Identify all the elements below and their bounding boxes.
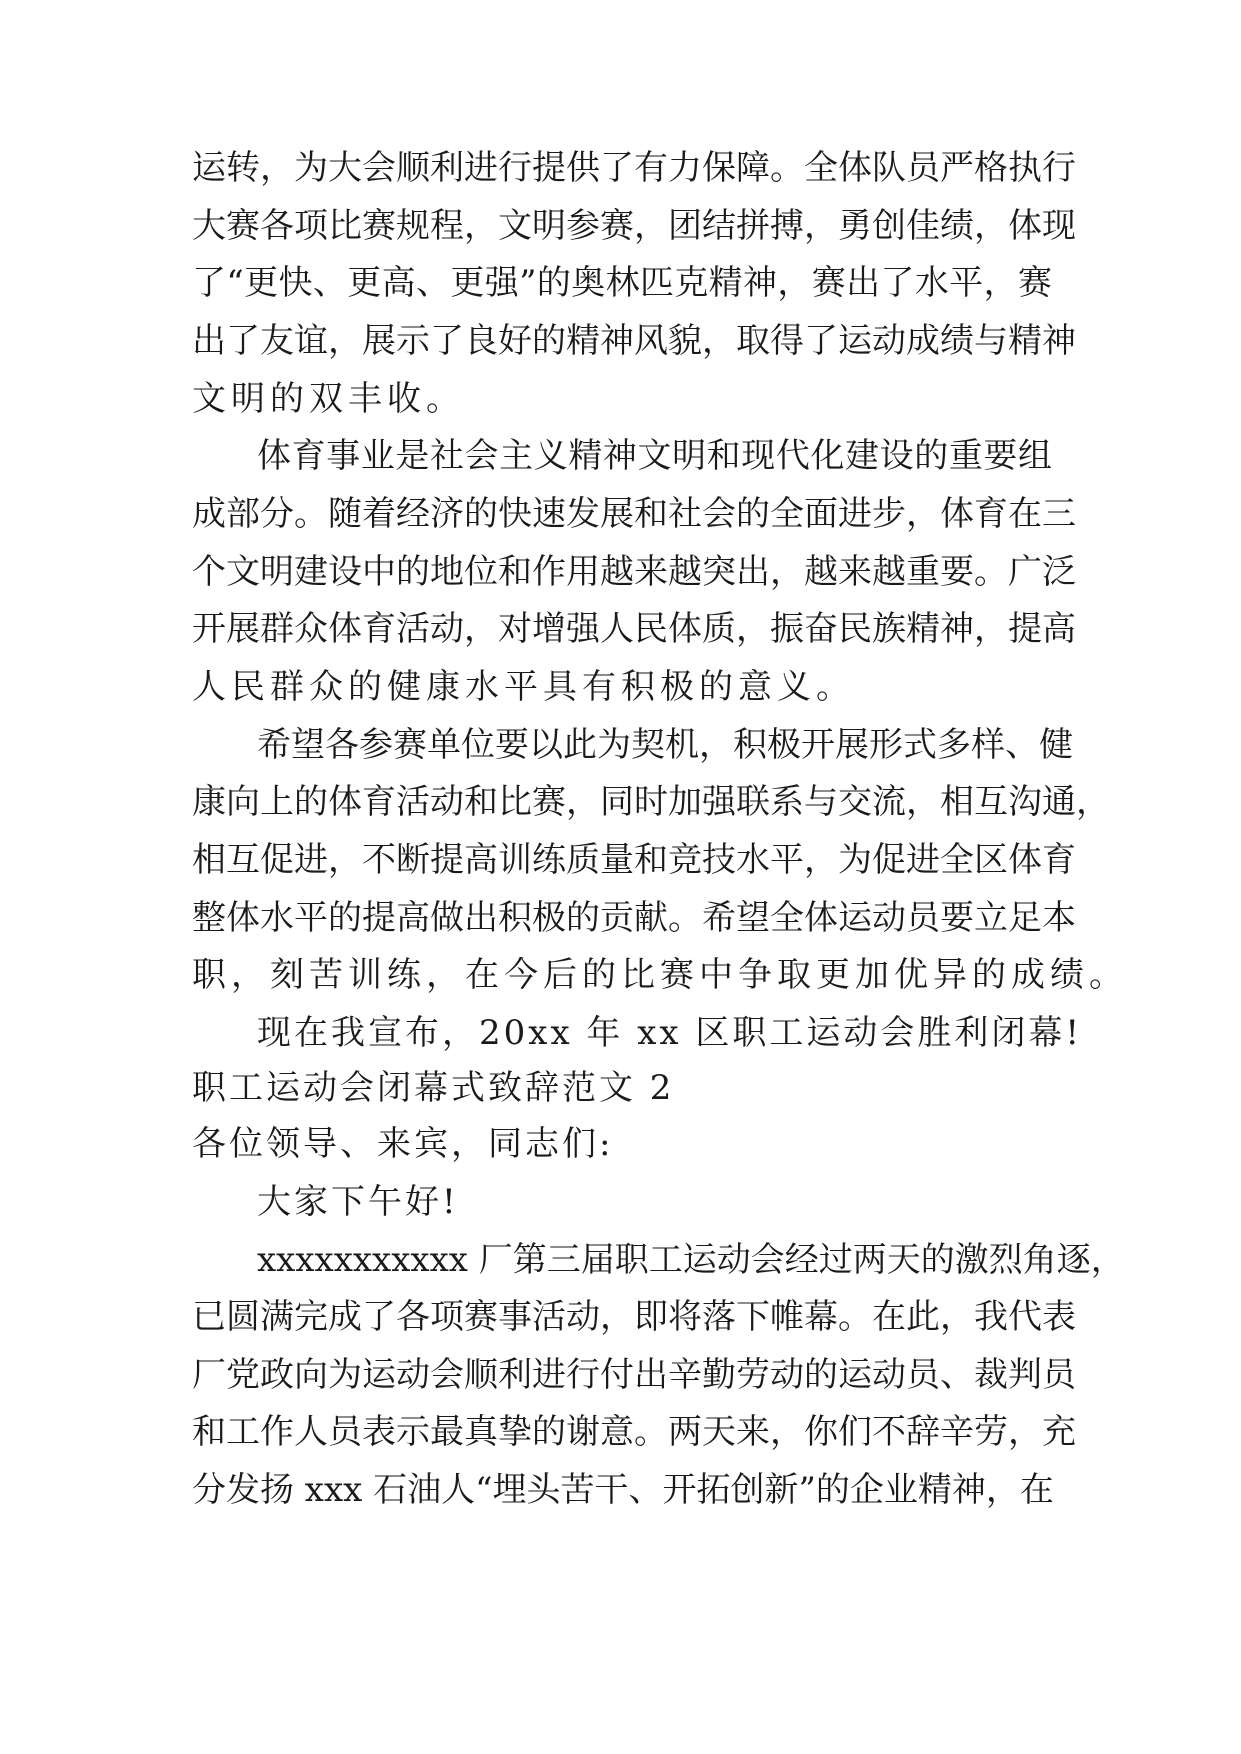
body-text-line: 了“更快、更高、更强”的奥林匹克精神，赛出了水平，赛 <box>192 263 1052 303</box>
body-text-line: 职，刻苦训练，在今后的比赛中争取更加优异的成绩。 <box>192 955 1128 995</box>
salutation: 各位领导、来宾，同志们: <box>192 1124 614 1164</box>
body-text-line: 康向上的体育活动和比赛，同时加强联系与交流，相互沟通， <box>192 782 1110 822</box>
body-text-line: 开展群众体育活动，对增强人民体质，振奋民族精神，提高 <box>192 609 1076 649</box>
body-text-line: 文明的双丰收。 <box>192 379 465 419</box>
body-text-line: 分发扬 xxx 石油人“埋头苦干、开拓创新”的企业精神，在 <box>192 1470 1054 1510</box>
paragraph-first-line: xxxxxxxxxxx 厂第三届职工运动会经过两天的激烈角逐， <box>257 1240 1125 1280</box>
body-text-line: 运转，为大会顺利进行提供了有力保障。全体队员严格执行 <box>192 148 1076 188</box>
body-text-line: 已圆满完成了各项赛事活动，即将落下帷幕。在此，我代表 <box>192 1297 1076 1337</box>
body-text-line: 和工作人员表示最真挚的谢意。两天来，你们不辞辛劳，充 <box>192 1412 1076 1452</box>
greeting: 大家下午好! <box>257 1182 459 1222</box>
body-text-line: 成部分。随着经济的快速发展和社会的全面进步，体育在三 <box>192 494 1076 534</box>
body-text-line: 整体水平的提高做出积极的贡献。希望全体运动员要立足本 <box>192 898 1076 938</box>
body-text-line: 相互促进，不断提高训练质量和竞技水平，为促进全区体育 <box>192 840 1076 880</box>
body-text-line: 人民群众的健康水平具有积极的意义。 <box>192 667 855 707</box>
body-text-line: 个文明建设中的地位和作用越来越突出，越来越重要。广泛 <box>192 552 1076 592</box>
closing-declaration: 现在我宣布，20xx 年 xx 区职工运动会胜利闭幕! <box>257 1013 1083 1053</box>
body-text-line: 大赛各项比赛规程，文明参赛，团结拼搏，勇创佳绩，体现 <box>192 206 1076 246</box>
paragraph-first-line: 体育事业是社会主义精神文明和现代化建设的重要组 <box>257 436 1052 476</box>
body-text-line: 厂党政向为运动会顺利进行付出辛勤劳动的运动员、裁判员 <box>192 1355 1076 1395</box>
section-heading: 职工运动会闭幕式致辞范文 2 <box>192 1068 675 1108</box>
body-text-line: 出了友谊，展示了良好的精神风貌，取得了运动成绩与精神 <box>192 321 1076 361</box>
paragraph-first-line: 希望各参赛单位要以此为契机，积极开展形式多样、健 <box>257 725 1073 765</box>
